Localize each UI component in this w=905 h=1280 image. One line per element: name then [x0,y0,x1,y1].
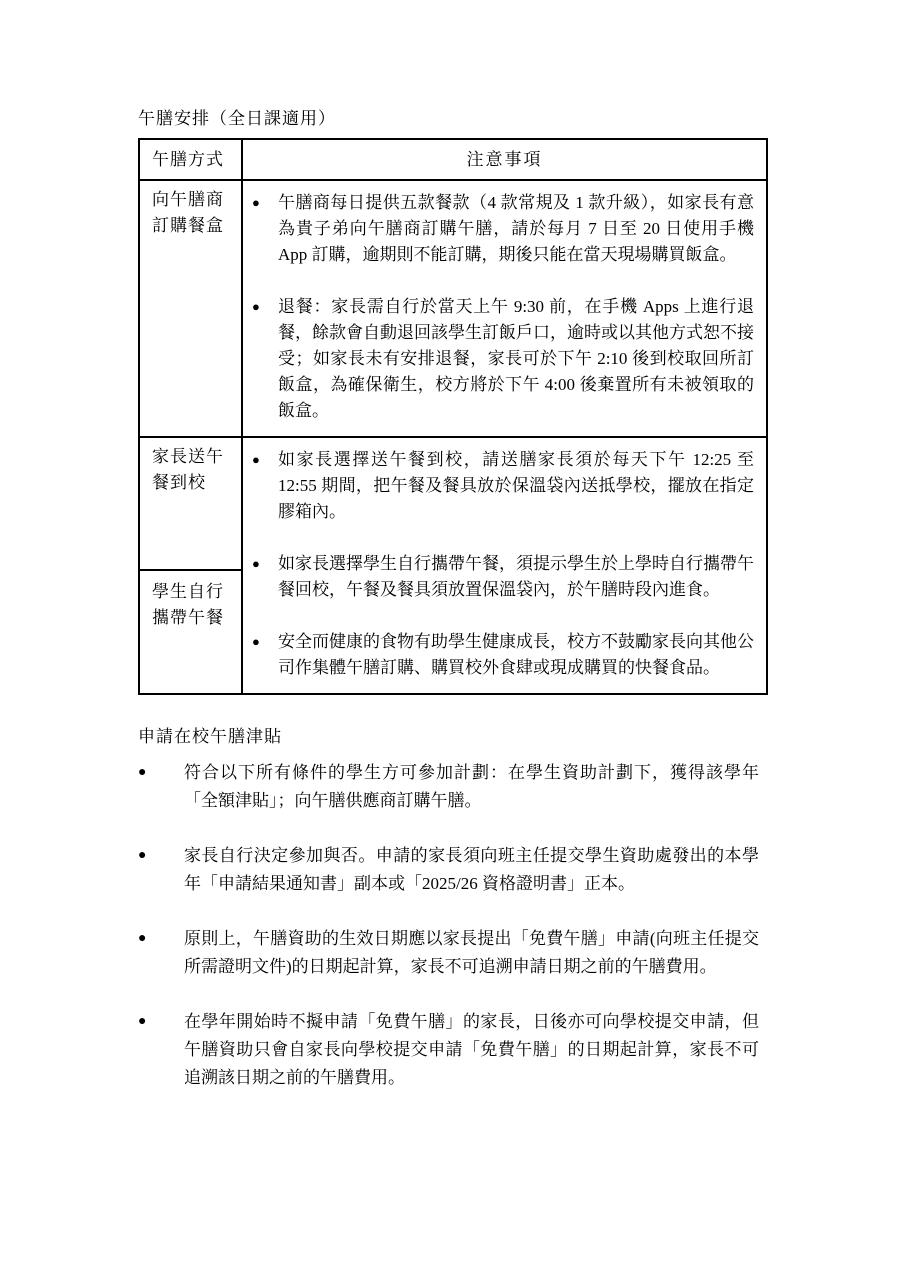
subsidy-bullet-item [138,842,768,898]
section-title: 申請在校午膳津貼 [138,727,282,746]
method-cell-self-bring [140,571,241,693]
method-cell-line: 學生自行 [152,582,224,601]
table-header-row [140,140,766,181]
subsidy-bullet-text: 原則上，午膳資助的生效日期應以家長提出「免費午膳」申請(向班主任提交所需證明文件)的日期起計算，家長不可追溯申請日期之前的午膳費用。 [184,929,759,976]
header-cell-notes: 注意事項 [466,150,543,169]
header-cell-lunch-method: 午膳方式 [140,140,243,179]
bullet-icon: ● [252,556,260,571]
method-cell-parent-delivery [140,438,241,571]
lunch-subsidy-section [138,723,768,1092]
method-split-column [140,438,243,693]
subsidy-bullet-text: 在學年開始時不擬申請「免費午膳」的家長，日後亦可向學校提交申請，但午膳資助只會自家長向學校提交申請「免費午膳」的日期起計算，家長不可追溯該日期之前的午膳費用。 [184,1012,759,1087]
bullet-icon: ● [138,931,147,946]
table-row-order-from-supplier [140,181,766,438]
notes-cell-order-from-supplier [243,181,766,436]
method-cell-line: 向午膳商 [152,190,224,209]
subsidy-bullet-text: 家長自行決定參加與否。申請的家長須向班主任提交學生資助處發出的本學年「申請結果通知書」副本或「2025/26 資格證明書」正本。 [184,846,759,893]
method-cell-order-from-supplier [140,181,243,436]
method-cell-line: 餐到校 [152,473,206,492]
lunch-arrangement-table [138,138,768,695]
subsidy-bullet-text: 符合以下所有條件的學生方可參加計劃：在學生資助計劃下，獲得該學年「全額津貼」；向午膳供應商訂購午膳。 [184,763,759,810]
bullet-icon: ● [138,1014,147,1029]
method-cell-line: 家長送午 [152,447,224,466]
notes-cell-parent-delivery-and-self-bring [243,438,766,693]
method-cell-line: 訂購餐盒 [152,216,224,235]
bullet-icon: ● [252,452,260,467]
bullet-icon: ● [252,299,260,314]
document-body [138,110,768,1092]
note-bullet-item [243,190,754,268]
bullet-icon: ● [252,634,260,649]
subsidy-bullet-item [138,925,768,981]
bullet-icon: ● [138,848,147,863]
bullet-icon: ● [252,195,260,210]
note-bullet-text: 如家長選擇送午餐到校，請送膳家長須於每天下午 12:25 至 12:55 期間，把午餐及餐具放於保溫袋內送抵學校，擺放在指定膠箱內。 [278,450,754,521]
note-bullet-text: 午膳商每日提供五款餐款（4 款常規及 1 款升級），如家長有意為貴子弟向午膳商訂購午膳，請於每月 7 日至 20 日使用手機 App 訂購，逾期則不能訂購，期後只能在當天現場購買飯盒。 [278,193,754,264]
note-bullet-text: 如家長選擇學生自行攜帶午餐，須提示學生於上學時自行攜帶午餐回校，午餐及餐具須放置保溫袋內，於午膳時段內進食。 [278,554,754,599]
note-bullet-item [243,294,754,424]
table-row-parent-delivery-and-self-bring [140,438,766,693]
note-bullet-text: 安全而健康的食物有助學生健康成長，校方不鼓勵家長向其他公司作集體午膳訂購、購買校外食肆或現成購買的快餐食品。 [278,632,754,677]
subsidy-bullet-item [138,1008,768,1092]
document-title: 午膳安排（全日課適用） [138,109,336,128]
note-bullet-item [243,447,754,525]
subsidy-bullet-item [138,759,768,815]
note-bullet-item [243,551,754,603]
bullet-icon: ● [138,765,147,780]
note-bullet-text: 退餐：家長需自行於當天上午 9:30 前，在手機 Apps 上進行退餐，餘款會自動退回該學生訂飯戶口，逾時或以其他方式恕不接受；如家長未有安排退餐，家長可於下午 2:10 後到校取回所訂飯盒，為確保衛生，校方將於下午 4:00 後棄置所有未被領取的飯盒。 [278,297,754,420]
method-cell-line: 攜帶午餐 [152,608,224,627]
note-bullet-item [243,629,754,681]
